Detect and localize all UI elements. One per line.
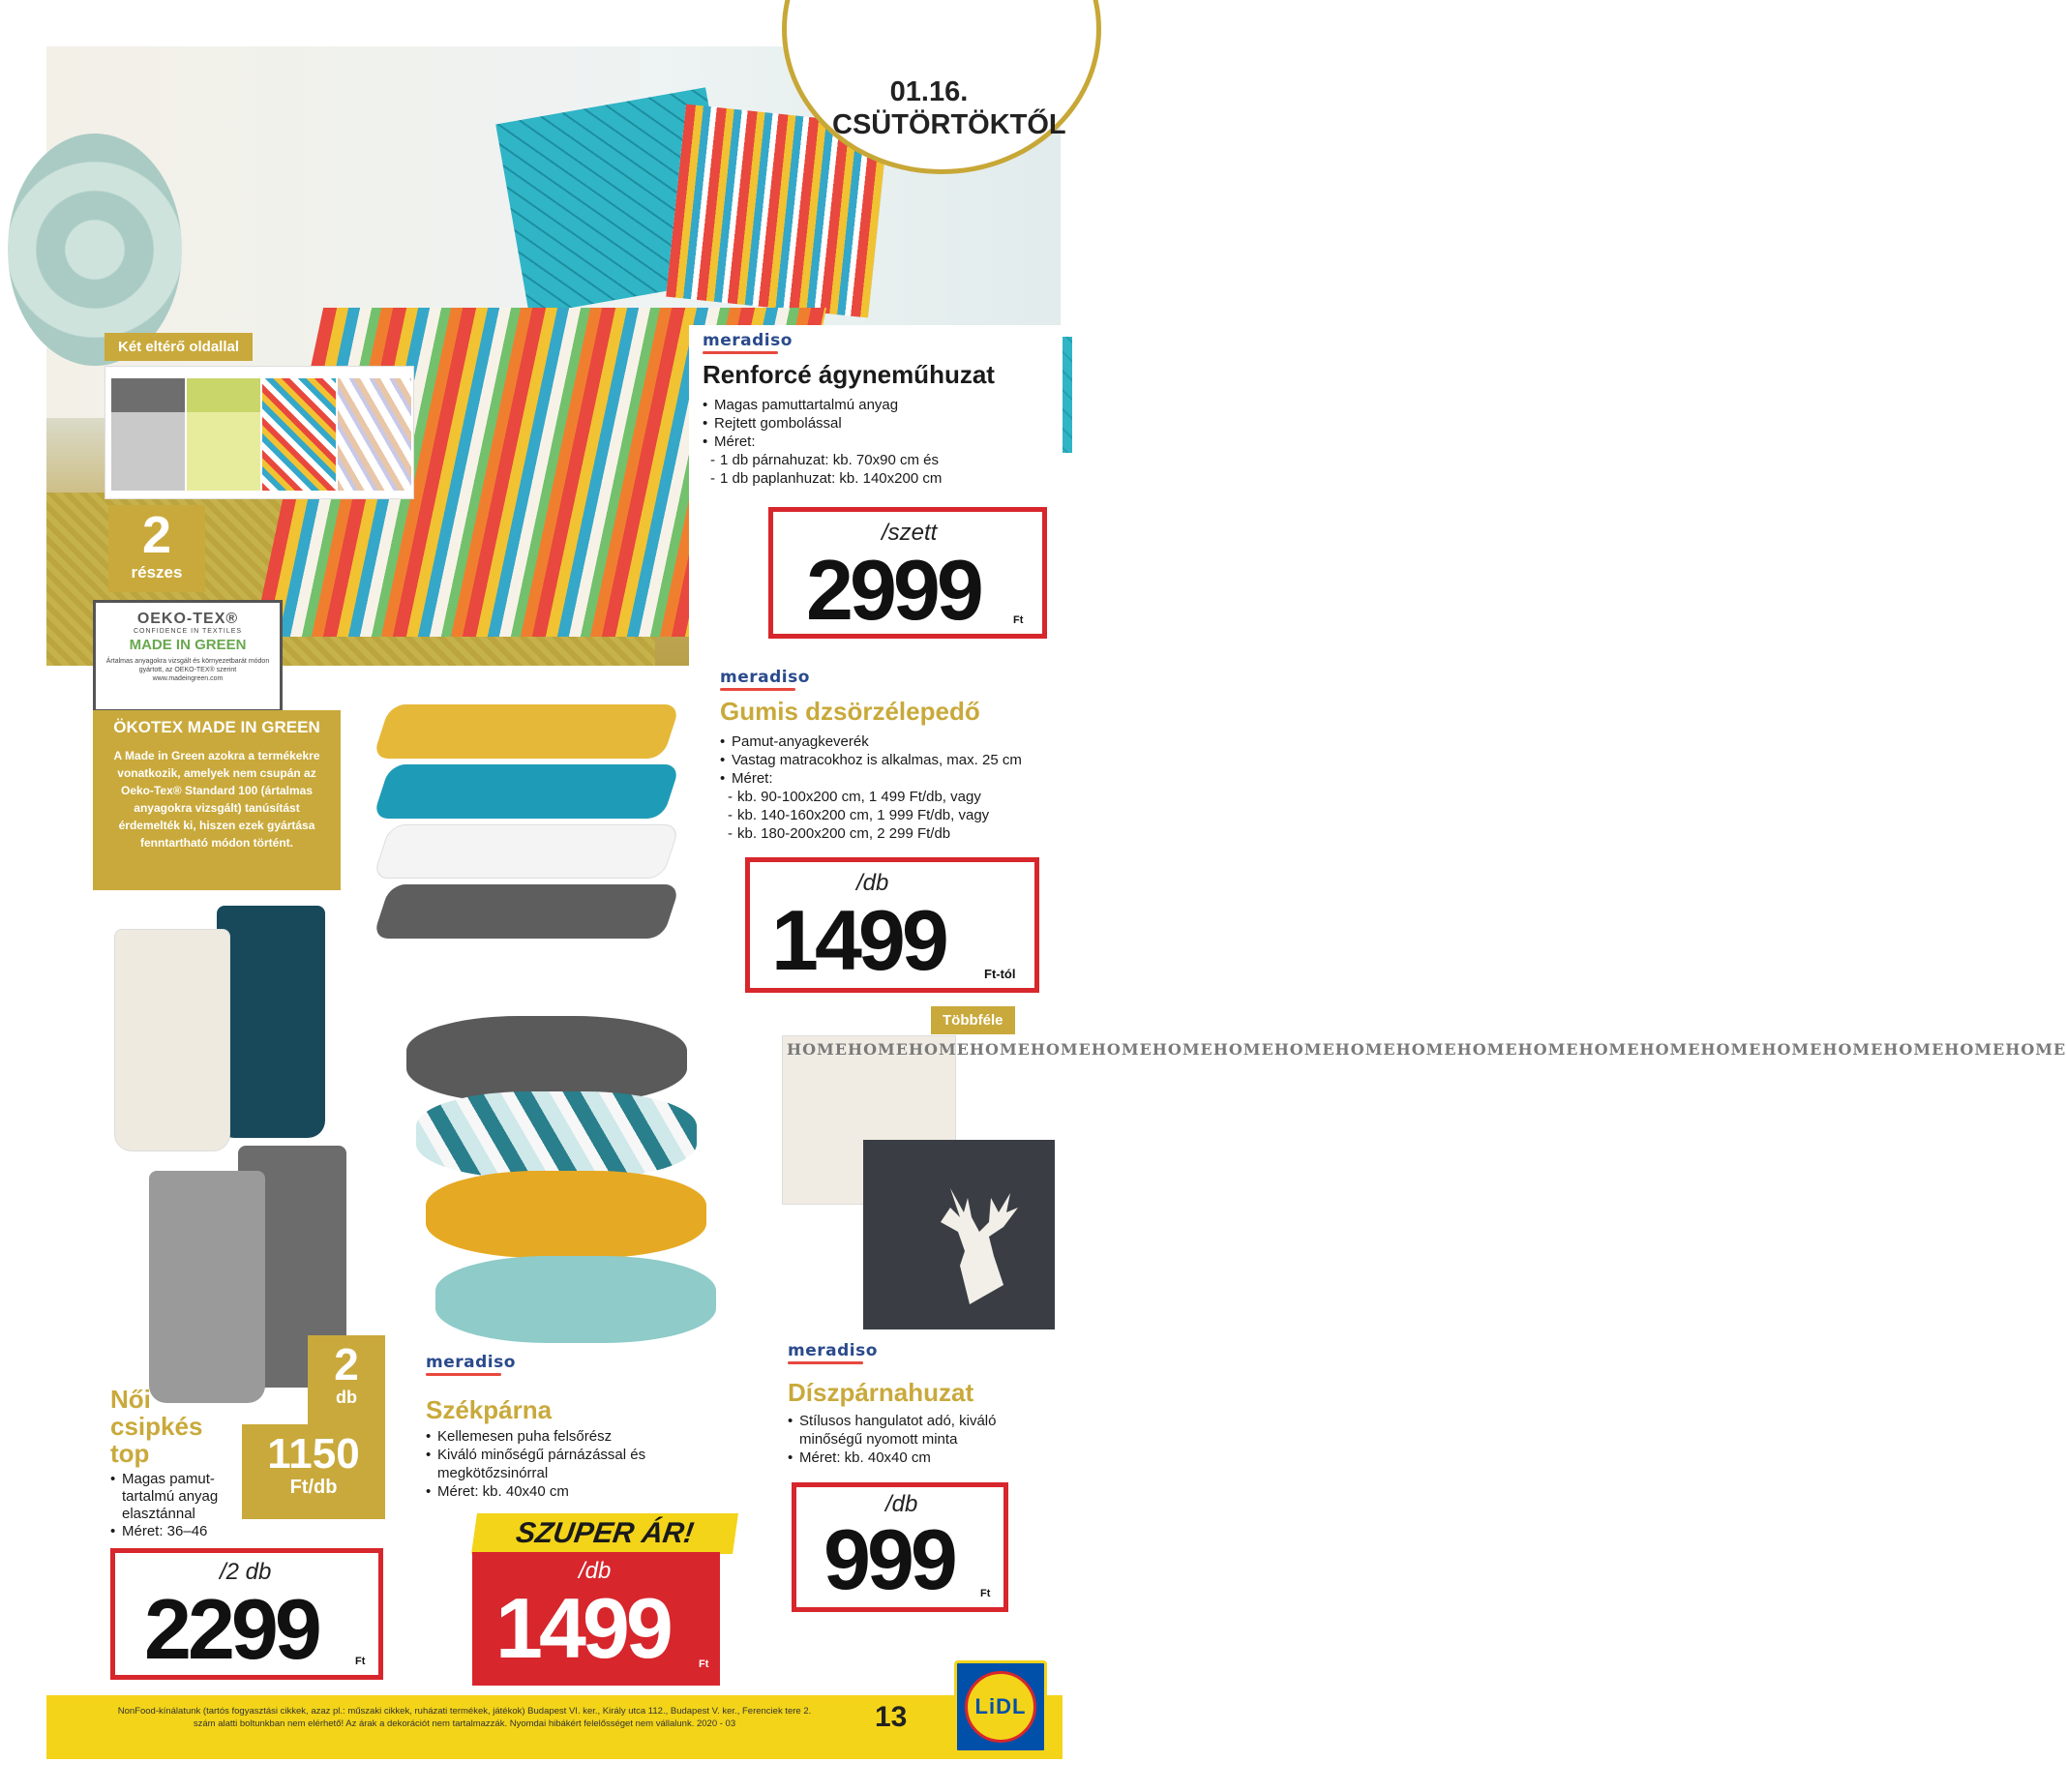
bullet: • Kellemesen puha felsőrész <box>426 1427 687 1446</box>
oekotex-info-box <box>93 710 341 890</box>
product-title: Díszpárnahuzat <box>788 1378 974 1407</box>
sub-bullet: - kb. 90-100x200 cm, 1 499 Ft/db, vagy <box>720 788 1051 806</box>
price-unit: /db <box>885 1491 918 1517</box>
bullet: • Kiváló minőségű párnázással és megkötőzsinórral <box>426 1446 687 1482</box>
brand-logo: meradiso <box>703 331 1049 354</box>
oekotex-logo: OEKO-TEX® CONFIDENCE IN TEXTILES MADE IN GREEN Ártalmas anyagokra vizsgált és környezetbarát módon gyártott, az OEKO-TEX® szerint www.madeingreen.com <box>93 600 283 712</box>
variant-grey <box>111 378 185 491</box>
bullet: • Rejtett gombolással <box>703 414 1049 433</box>
bullet: • Stílusos hangulatot adó, kiváló minőségű nyomott minta <box>788 1412 1059 1449</box>
price-unit: /db <box>579 1558 612 1584</box>
price-unit: /szett <box>882 520 938 546</box>
price-currency: Ft <box>699 1658 709 1670</box>
footer-disclaimer: NonFood-kínálatunk (tartós fogyasztási cikkek, azaz pl.: műszaki cikkek, ruházati termékek, játékok) Budapest VI. ker., Király utca 112., Budapest V. ker., Ferenciek tere 2. szám alatti boltunkban nem elérhető! Az árak a dekorációt nem tartalmazzák. Nyomdai hibákért felelősséget nem vállalunk. 2020 - 03 <box>117 1706 812 1729</box>
bullet: • Méret: <box>703 433 1049 451</box>
parts-badge: 2 részes <box>108 505 205 592</box>
variant-lime <box>187 378 260 491</box>
variant-colorful <box>262 378 336 491</box>
bullet: • Méret: kb. 40x40 cm <box>426 1482 687 1501</box>
seat-cushions-image <box>397 1016 716 1355</box>
sub-bullet: - kb. 140-160x200 cm, 1 999 Ft/db, vagy <box>720 806 1051 824</box>
tank-top-price <box>110 1548 383 1680</box>
brand-logo: meradiso <box>788 1341 1059 1364</box>
deer-icon <box>921 1179 1028 1314</box>
product-title: Renforcé ágyneműhuzat <box>703 360 995 389</box>
bullet: • Vastag matracokhoz is alkalmas, max. 25 cm <box>720 751 1051 769</box>
page-number: 13 <box>875 1701 908 1733</box>
fitted-sheet-price <box>745 857 1039 993</box>
price-value: 2299 <box>144 1581 318 1677</box>
bullet: • Méret: kb. 40x40 cm <box>788 1449 1059 1467</box>
home-pattern-pillow: HOMEHOMEHOMEHOMEHOMEHOMEHOMEHOMEHOMEHOMEHOMEHOMEHOMEHOMEHOMEHOMEHOMEHOMEHOMEHOMEHOME <box>782 1035 956 1205</box>
bullet: • Méret: <box>720 769 1051 788</box>
oekotex-body: A Made in Green azokra a termékekre vonatkozik, amelyek nem csupán az Oeko-Tex® Standard 100 (ártalmas anyagokra vizsgált) tanúsítást érdemelték ki, hiszen ezek gyártása fenntartható módon történt. <box>113 749 320 850</box>
price-value: 999 <box>823 1511 954 1607</box>
price-currency: Ft-tól <box>984 967 1016 981</box>
variety-badge: Többféle <box>931 1006 1015 1034</box>
bullet: • Pamut-anyagkeverék <box>720 732 1051 751</box>
brand-logo: meradiso <box>720 668 1051 691</box>
seat-cushion-price <box>472 1552 720 1686</box>
price-unit: /db <box>856 870 889 896</box>
sub-bullet: - 1 db paplanhuzat: kb. 140x200 cm <box>703 469 1049 488</box>
super-price-badge: SZUPER ÁR! <box>471 1513 738 1554</box>
product-title: Női csipkés top <box>110 1385 203 1468</box>
deer-pattern-pillow <box>863 1140 1055 1329</box>
price-value: 1499 <box>495 1580 670 1676</box>
fitted-sheet-image <box>372 697 691 958</box>
bedding-variants <box>105 366 414 499</box>
sub-bullet: - 1 db párnahuzat: kb. 70x90 cm és <box>703 451 1049 469</box>
variant-pastel <box>338 378 411 491</box>
bullet: • Magas pamut-tartalmú anyag elasztánnal <box>110 1471 246 1523</box>
price-currency: Ft <box>1013 614 1024 626</box>
sub-bullet: - kb. 180-200x200 cm, 2 299 Ft/db <box>720 824 1051 843</box>
product-title: Székpárna <box>426 1395 553 1424</box>
seat-cushion-info <box>426 1353 687 1501</box>
price-value: 1499 <box>771 892 945 988</box>
pack-count-badge: 2 db <box>308 1335 385 1428</box>
price-unit: /2 db <box>220 1559 272 1585</box>
fitted-sheet-info <box>706 668 1064 861</box>
price-currency: Ft <box>980 1588 991 1599</box>
brand-logo: meradiso <box>426 1353 687 1376</box>
bedding-price <box>768 507 1047 639</box>
unit-price-badge: 1150 Ft/db <box>242 1424 385 1519</box>
two-sided-label: Két eltérő oldallal <box>105 333 253 361</box>
lidl-logo: LiDL <box>954 1660 1047 1753</box>
price-currency: Ft <box>355 1656 366 1667</box>
tank-top-info <box>110 1386 246 1540</box>
bullet: • Méret: 36–46 <box>110 1523 246 1540</box>
date-text: 01.16. CSÜTÖRTÖKTŐL <box>832 76 1066 140</box>
pillow-cover-info <box>788 1341 1059 1467</box>
price-value: 2999 <box>806 542 980 638</box>
pillow-cover-price <box>792 1482 1008 1612</box>
product-title: Gumis dzsörzélepedő <box>720 697 980 726</box>
bullet: • Magas pamuttartalmú anyag <box>703 396 1049 414</box>
tank-tops-image <box>93 900 344 1403</box>
oekotex-title: ÖKOTEX MADE IN GREEN <box>113 718 320 736</box>
